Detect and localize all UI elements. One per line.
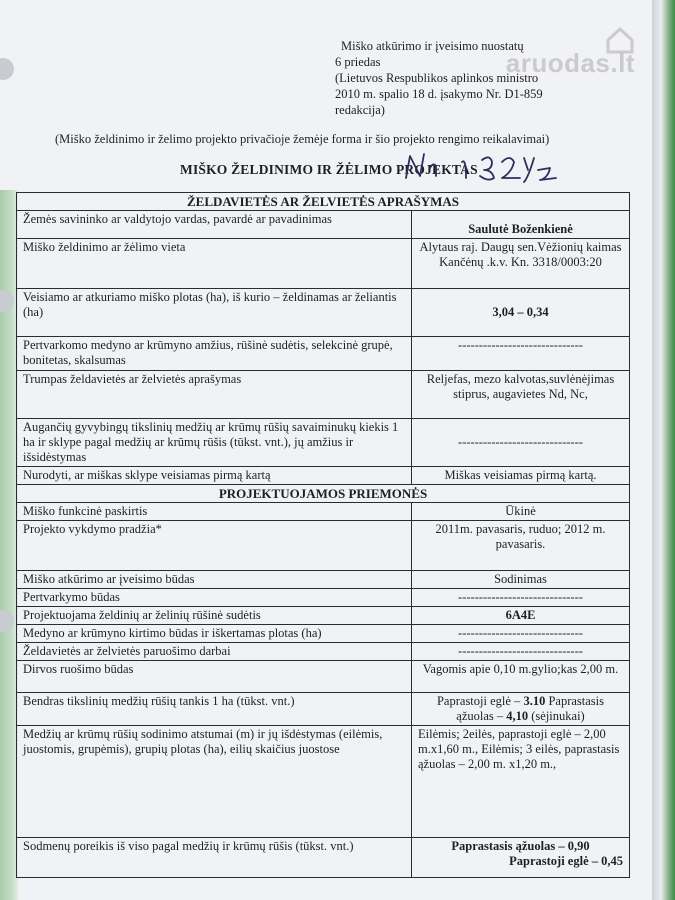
row-label: Medžių ar krūmų rūšių sodinimo atstumai (m) ir jų išdėstymas (eilėmis, juostomis, grupėmis), grupių plotas (ha), eilių skaičius juostose <box>17 726 412 838</box>
table-row <box>17 521 630 571</box>
page-title: MIŠKO ŽELDINIMO IR ŽĖLIMO PROJEKTAS <box>180 162 478 177</box>
row-value: Reljefas, mezo kalvotas,suvlėnėjimas stiprus, augavietes Nd, Nc, <box>412 371 630 419</box>
table-row <box>17 419 630 467</box>
row-value: 3,04 – 0,34 <box>412 289 630 337</box>
row-label: Bendras tikslinių medžių rūšių tankis 1 ha (tūkst. vnt.) <box>17 693 412 726</box>
row-label: Pertvarkomo medyno ar krūmyno amžius, rūšinė sudėtis, selekcinė grupė, bonitetas, skalsumas <box>17 337 412 371</box>
handwritten-number <box>400 148 570 184</box>
section-heading: ŽELDAVIETĖS AR ŽELVIETĖS APRAŠYMAS <box>17 193 630 211</box>
seedling-spruce: Paprastoji eglė – 0,45 <box>509 854 623 868</box>
density-text: Paprastasis ąžuolas – <box>456 694 604 723</box>
row-value: ------------------------------ <box>412 643 630 661</box>
row-value: ------------------------------ <box>412 337 630 371</box>
density-text: (sėjinukai) <box>528 709 585 723</box>
row-value: Eilėmis; 2eilės, paprastoji eglė – 2,00 m.x1,60 m., Eilėmis; 3 eilės, paprastasis ąžuolas – 2,00 m. x1,20 m., <box>412 726 630 838</box>
seedling-oak: Paprastasis ąžuolas – 0,90 <box>451 839 590 853</box>
row-value: 6A4E <box>412 607 630 625</box>
table-row <box>17 211 630 239</box>
row-label: Pertvarkymo būdas <box>17 589 412 607</box>
density-value: 3.10 <box>523 694 546 708</box>
table-row <box>17 643 630 661</box>
table-row <box>17 571 630 589</box>
row-value: ------------------------------ <box>412 419 630 467</box>
table-row <box>17 289 630 337</box>
header-line: (Lietuvos Respublikos aplinkos ministro <box>335 71 539 85</box>
row-label: Želdavietės ar želvietės paruošimo darbai <box>17 643 412 661</box>
row-label: Projekto vykdymo pradžia* <box>17 521 412 571</box>
row-value: Vagomis apie 0,10 m.gylio;kas 2,00 m. <box>412 661 630 693</box>
watermark: aruodas.lt <box>505 48 635 78</box>
table-row <box>17 838 630 878</box>
row-value: ------------------------------ <box>412 589 630 607</box>
table-row <box>17 467 630 485</box>
row-value: 2011m. pavasaris, ruduo; 2012 m. pavasaris. <box>412 521 630 571</box>
table-row <box>17 503 630 521</box>
row-label: Medyno ar krūmyno kirtimo būdas ir iškertamas plotas (ha) <box>17 625 412 643</box>
header-line: redakcija) <box>335 103 385 117</box>
row-value: Alytaus raj. Daugų sen.Vėžionių kaimas Kančėnų .k.v. Kn. 3318/0003:20 <box>412 239 630 289</box>
table-row <box>17 239 630 289</box>
density-text: Paprastoji eglė – <box>436 694 524 708</box>
row-label: Trumpas želdavietės ar želvietės aprašymas <box>17 371 412 419</box>
header-line: 6 priedas <box>335 55 381 69</box>
row-label: Žemės savininko ar valdytojo vardas, pavardė ar pavadinimas <box>17 211 412 239</box>
header-line: 2010 m. spalio 18 d. įsakymo Nr. D1-859 <box>335 87 543 101</box>
row-value: Ūkinė <box>412 503 630 521</box>
table-row <box>17 337 630 371</box>
section-heading-row <box>17 193 630 211</box>
row-label: Veisiamo ar atkuriamo miško plotas (ha), iš kurio – želdinamas ar želiantis (ha) <box>17 289 412 337</box>
row-label: Sodmenų poreikis iš viso pagal medžių ir krūmų rūšis (tūkst. vnt.) <box>17 838 412 878</box>
row-label: Nurodyti, ar miškas sklype veisiamas pirmą kartą <box>17 467 412 485</box>
binder-edge <box>652 0 675 900</box>
section-heading: PROJEKTUOJAMOS PRIEMONĖS <box>17 485 630 503</box>
table-row <box>17 693 630 726</box>
table-row <box>17 625 630 643</box>
row-label: Dirvos ruošimo būdas <box>17 661 412 693</box>
section-heading-row <box>17 485 630 503</box>
row-value: ------------------------------ <box>412 625 630 643</box>
header-line: Miško atkūrimo ir įveisimo nuostatų <box>341 39 524 53</box>
row-label: Miško funkcinė paskirtis <box>17 503 412 521</box>
density-value: 4,10 <box>506 709 529 723</box>
table-row <box>17 371 630 419</box>
row-label: Miško atkūrimo ar įveisimo būdas <box>17 571 412 589</box>
row-value: Saulutė Boženkienė <box>412 211 630 239</box>
project-form-table <box>16 192 630 878</box>
row-label: Miško želdinimo ar žėlimo vieta <box>17 239 412 289</box>
table-row <box>17 661 630 693</box>
regulation-reference <box>335 38 635 118</box>
row-value: Miškas veisiamas pirmą kartą. <box>412 467 630 485</box>
row-value <box>412 693 630 726</box>
row-label: Projektuojama želdinių ar želinių rūšinė sudėtis <box>17 607 412 625</box>
table-row <box>17 607 630 625</box>
table-row <box>17 726 630 838</box>
form-subtitle: (Miško želdinimo ir želimo projekto privačioje žemėje forma ir šio projekto rengimo reikalavimai) <box>55 132 550 146</box>
row-value <box>412 838 630 878</box>
row-label: Augančių gyvybingų tikslinių medžių ar krūmų rūšių savaiminukų kiekis 1 ha ir sklype pagal medžių ar krūmų rūšis (tūkst. vnt.), jų amžius ir išsidėstymas <box>17 419 412 467</box>
row-value: Sodinimas <box>412 571 630 589</box>
table-row <box>17 589 630 607</box>
